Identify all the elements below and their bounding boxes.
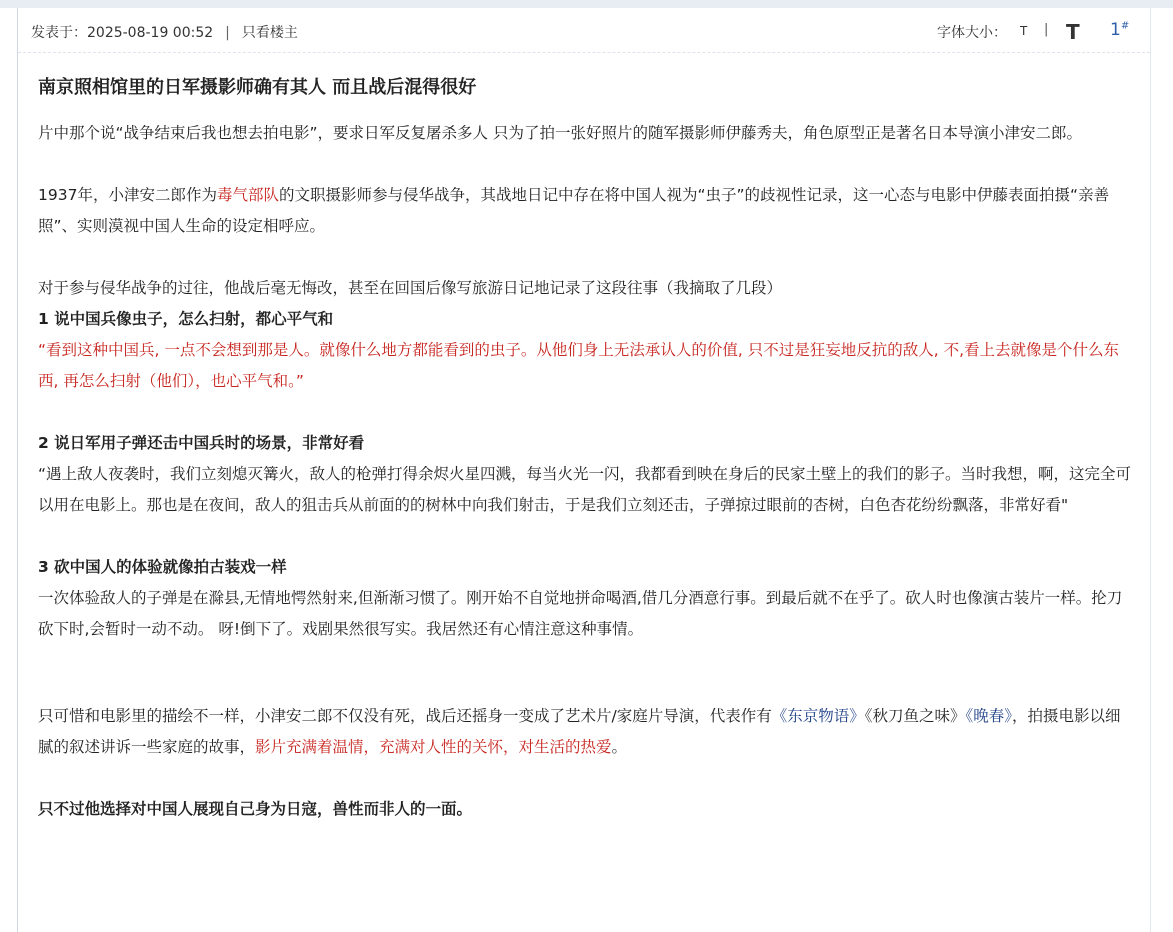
paragraph-diary-intro: 对于参与侵华战争的过往，他战后毫无悔改，甚至在回国后像写旅游日记地记录了这段往事（我摘取了几段）	[38, 279, 783, 297]
quote-2: “遇上敌人夜袭时，我们立刻熄灭篝火，敌人的枪弹打得余烬火星四溅，每当火光一闪，我都看到映在身后的民家土壁上的我们的影子。当时我想，啊，这完全可以用在电影上。那也是在夜间，敌人的狙击兵从前面的的树林中向我们射击，于是我们立刻还击，子弹掠过眼前的杏树，白色杏花纷纷飘落，非常好看"	[38, 465, 1132, 514]
paragraph-postwar-start: 只可惜和电影里的描绘不一样，小津安二郎不仅没有死，战后还摇身一变成了艺术片/家庭片导演，代表作有	[38, 707, 772, 725]
quote-1: “看到这种中国兵, 一点不会想到那是人。就像什么地方都能看到的虫子。从他们身上无法承认人的价值, 只不过是狂妄地反抗的敌人, 不,看上去就像是个什么东西, 再怎么扫射（他们），也心平气和。”	[38, 341, 1120, 390]
font-size-label: 字体大小：	[937, 25, 1007, 41]
post-body	[38, 60, 1133, 825]
spacer	[38, 763, 1133, 794]
section-heading-1: 1 说中国兵像虫子，怎么扫射，都心平气和	[38, 310, 334, 328]
film-link-late-spring[interactable]: 《晚春》	[965, 707, 1013, 725]
font-small-button[interactable]: T	[1020, 24, 1028, 38]
spacer	[38, 242, 1133, 273]
font-large-button[interactable]: T	[1066, 20, 1080, 44]
highlight-warmth: 影片充满着温情，充满对人性的关怀，对生活的热爱	[255, 738, 612, 756]
quote-3: 一次体验敌人的子弹是在滁县,无情地愕然射来,但渐渐习惯了。刚开始不自觉地拼命喝酒,借几分酒意行事。到最后就不在乎了。砍人时也像演古装片一样。抡刀砍下时,会暂时一动不动。 呀!倒下了。戏剧果然很写实。我居然还有心情注意这种事情。	[38, 589, 1123, 638]
film-title-saury: 《秋刀鱼之味》	[864, 707, 966, 725]
post-header	[18, 8, 1150, 53]
font-size-separator: |	[1044, 22, 1049, 37]
paragraph-postwar-middle: ，拍摄电影以细腻的叙述讲诉一些家庭的故事，	[38, 707, 1121, 756]
spacer	[38, 645, 1133, 701]
paragraph-background-start: 1937年，小津安二郎作为	[38, 186, 217, 204]
paragraph-background	[38, 180, 1133, 242]
highlight-gas-unit: 毒气部队	[216, 186, 279, 204]
spacer	[38, 149, 1133, 180]
only-op-link[interactable]: 只看楼主	[241, 25, 298, 41]
film-link-tokyo-story[interactable]: 《东京物语》	[771, 707, 865, 725]
post-date: 发表于：2025-08-19 00:52	[31, 25, 214, 41]
section-heading-3: 3 砍中国人的体验就像拍古装戏一样	[38, 558, 287, 576]
floor-number[interactable]	[1110, 20, 1129, 40]
top-strip	[0, 0, 1173, 8]
floor-mark: #	[1120, 20, 1130, 32]
paragraph-background-end: 的文职摄影师参与侵华战争，其战地日记中存在将中国人视为“虫子”的歧视性记录，这一心态与电影中伊藤表面拍摄“亲善照”、实则漠视中国人生命的设定相呼应。	[38, 186, 1110, 235]
spacer	[38, 521, 1133, 552]
post-meta	[31, 22, 298, 42]
paragraph-postwar-end: 。	[611, 738, 628, 756]
section-heading-2: 2 说日军用子弹还击中国兵时的场景，非常好看	[38, 434, 365, 452]
floor-number-value: 1	[1110, 20, 1121, 40]
paragraph-postwar	[38, 701, 1133, 763]
paragraph-intro: 片中那个说“战争结束后我也想去拍电影”，要求日军反复屠杀多人 只为了拍一张好照片的随军摄影师伊藤秀夫，角色原型正是著名日本导演小津安二郎。	[38, 124, 1082, 142]
spacer	[38, 397, 1133, 428]
right-border	[1150, 8, 1151, 932]
font-size-controls	[930, 18, 1150, 46]
meta-separator: |	[225, 25, 230, 41]
post-title: 南京照相馆里的日军摄影师确有其人 而且战后混得很好	[38, 77, 477, 98]
closing-statement: 只不过他选择对中国人展现自己身为日寇，兽性而非人的一面。	[38, 800, 473, 818]
left-border	[17, 8, 18, 932]
